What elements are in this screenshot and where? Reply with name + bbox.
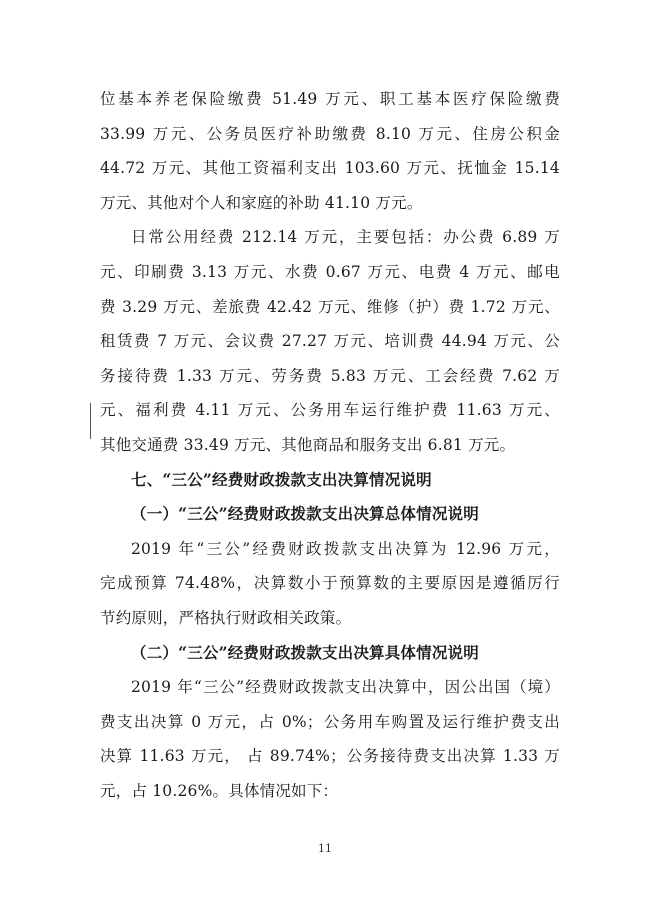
text-line: 务接待费 1.33 万元、劳务费 5.83 万元、工会经费 7.62 万	[100, 366, 560, 385]
text-line: 其他交通费 33.49 万元、其他商品和服务支出 6.81 万元。	[100, 435, 516, 454]
page-number: 11	[318, 842, 332, 855]
text-line: 元，占 10.26%。具体情况如下：	[100, 781, 339, 800]
paragraph-start-line: 2019 年“三公”经费财政拨款支出决算为 12.96 万元，	[131, 539, 560, 558]
margin-change-bar	[90, 403, 91, 439]
text-line: 元、印刷费 3.13 万元、水费 0.67 万元、电费 4 万元、邮电	[100, 262, 560, 281]
text-line: 44.72 万元、其他工资福利支出 103.60 万元、抚恤金 15.14	[100, 159, 560, 178]
text-line: 租赁费 7 万元、会议费 27.27 万元、培训费 44.94 万元、公	[100, 332, 560, 351]
document-body	[100, 82, 560, 808]
text-line: 万元、其他对个人和家庭的补助 41.10 万元。	[100, 193, 423, 212]
section-heading: 七、“三公”经费财政拨款支出决算情况说明	[131, 469, 432, 489]
subsection-heading: （一）“三公”经费财政拨款支出决算总体情况说明	[131, 504, 479, 524]
text-line: 费 3.29 万元、差旅费 42.42 万元、维修（护）费 1.72 万元、	[100, 297, 560, 316]
text-line: 费支出决算 0 万元，占 0%；公务用车购置及运行维护费支出	[100, 712, 560, 731]
text-line: 元、福利费 4.11 万元、公务用车运行维护费 11.63 万元、	[100, 401, 560, 420]
subsection-heading: （二）“三公”经费财政拨款支出决算具体情况说明	[131, 642, 479, 662]
paragraph-start-line: 2019 年“三公”经费财政拨款支出决算中，因公出国（境）	[131, 678, 560, 697]
text-line: 决算 11.63 万元， 占 89.74%；公务接待费支出决算 1.33 万	[100, 747, 560, 766]
paragraph-start-line: 日常公用经费 212.14 万元，主要包括：办公费 6.89 万	[131, 228, 560, 247]
text-line: 位基本养老保险缴费 51.49 万元、职工基本医疗保险缴费	[100, 90, 560, 108]
text-line: 33.99 万元、公务员医疗补助缴费 8.10 万元、住房公积金	[100, 124, 560, 143]
text-line: 完成预算 74.48%，决算数小于预算数的主要原因是遵循厉行	[100, 574, 560, 593]
text-line: 节约原则，严格执行财政相关政策。	[100, 608, 352, 627]
